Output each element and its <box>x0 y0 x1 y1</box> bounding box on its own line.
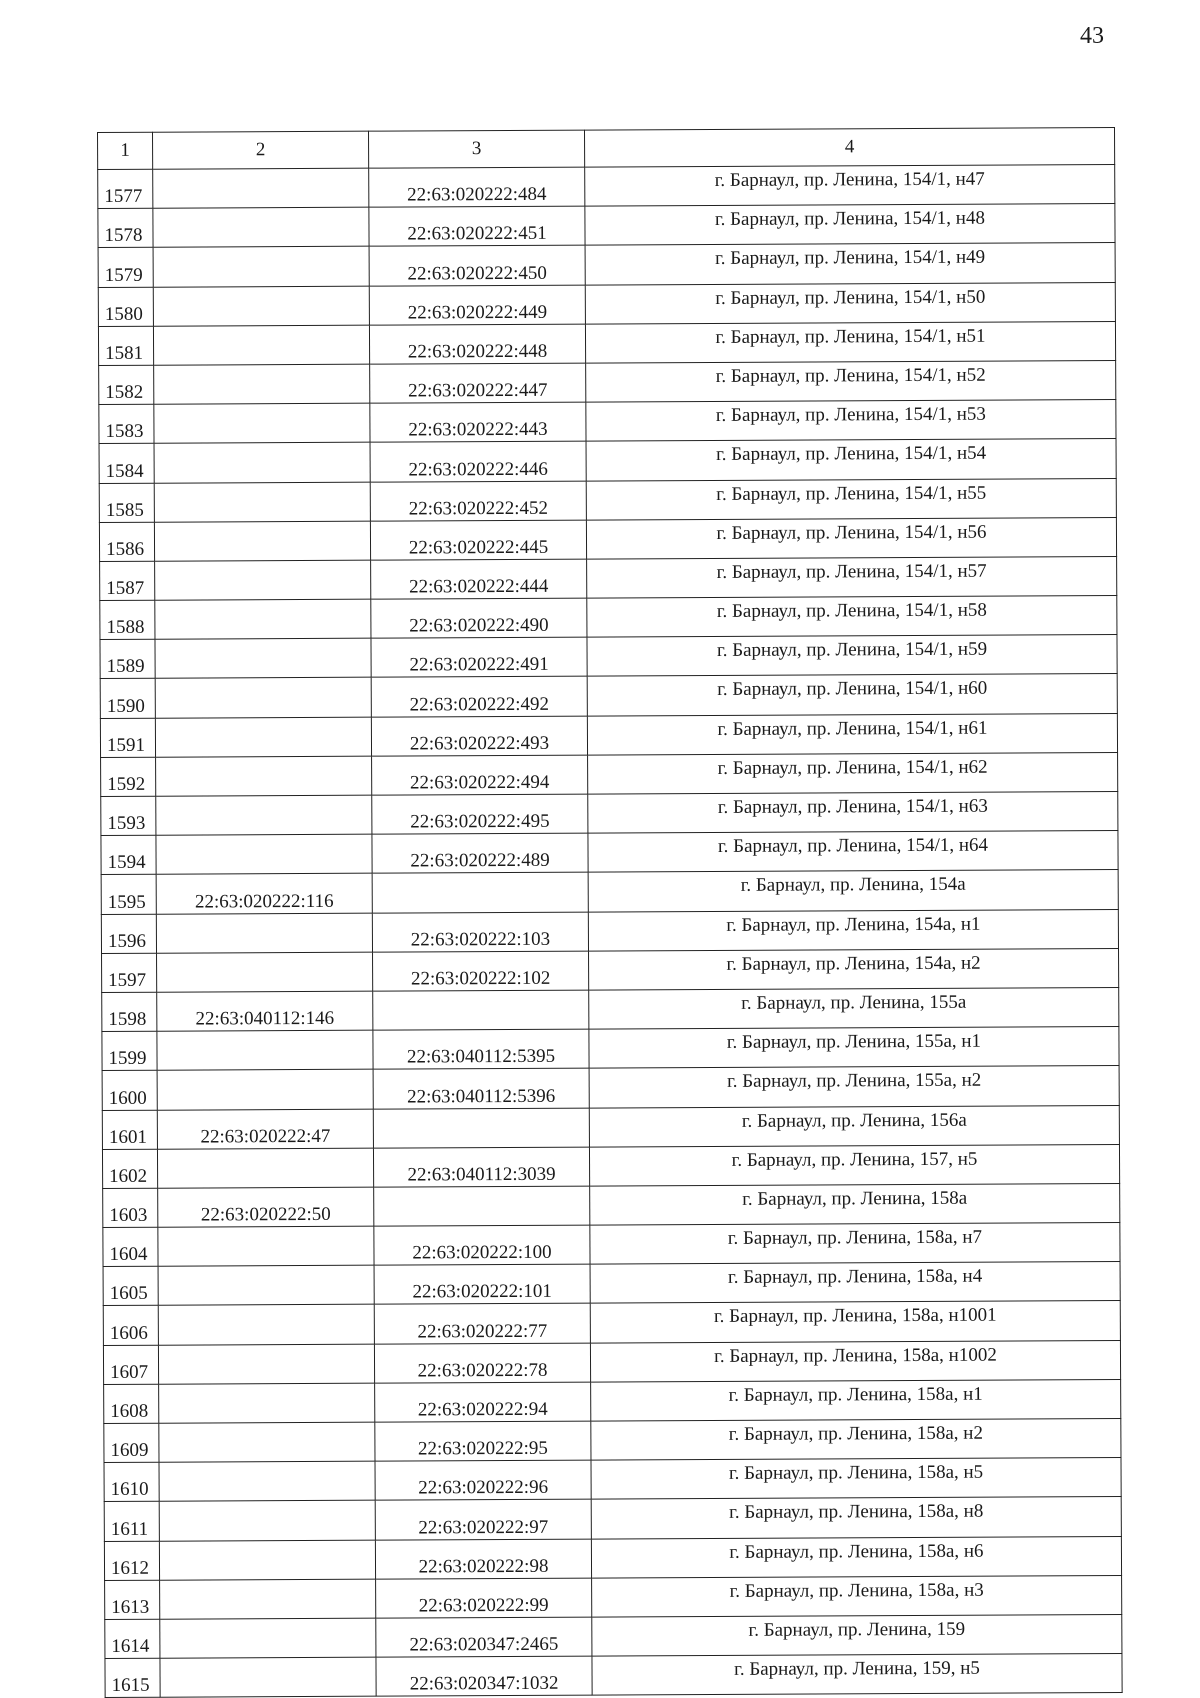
address-cell: г. Барнаул, пр. Ленина, 154/1, н55 <box>586 478 1116 520</box>
address-cell: г. Барнаул, пр. Ленина, 158а, н2 <box>591 1419 1121 1461</box>
address-cell: г. Барнаул, пр. Ленина, 158а, н1001 <box>590 1301 1120 1343</box>
row-number-cell: 1586 <box>99 522 154 561</box>
land-parcel-number-cell <box>158 1305 374 1345</box>
cadastral-number-cell: 22:63:020222:450 <box>369 245 585 285</box>
table-row <box>102 948 1119 992</box>
land-parcel-number-cell <box>158 1226 374 1266</box>
row-number-cell: 1577 <box>98 169 153 208</box>
land-parcel-number-cell <box>154 482 370 522</box>
address-cell: г. Барнаул, пр. Ленина, 158а, н5 <box>591 1458 1121 1500</box>
row-number-cell: 1609 <box>104 1423 159 1462</box>
row-number-cell: 1614 <box>105 1619 160 1658</box>
table-row <box>99 360 1116 404</box>
cadastral-number-cell <box>374 1186 590 1226</box>
cadastral-number-cell: 22:63:020222:444 <box>371 559 587 599</box>
cadastral-number-cell: 22:63:020222:495 <box>372 794 588 834</box>
header-cell-address: 4 <box>584 128 1114 168</box>
row-number-cell: 1598 <box>102 992 157 1031</box>
table-row <box>98 204 1115 248</box>
cadastral-number-cell: 22:63:020222:446 <box>370 441 586 481</box>
land-parcel-number-cell <box>159 1422 375 1462</box>
address-cell: г. Барнаул, пр. Ленина, 157, н5 <box>589 1144 1119 1186</box>
registry-table-body <box>98 128 1123 1698</box>
table-row <box>101 752 1118 796</box>
row-number-cell: 1599 <box>102 1031 157 1070</box>
row-number-cell: 1581 <box>98 326 153 365</box>
land-parcel-number-cell <box>156 795 372 835</box>
table-row <box>99 439 1116 483</box>
cadastral-number-cell: 22:63:020347:2465 <box>376 1617 592 1657</box>
row-number-cell: 1607 <box>103 1345 158 1384</box>
land-parcel-number-cell: 22:63:020222:50 <box>158 1187 374 1227</box>
address-cell: г. Барнаул, пр. Ленина, 154/1, н60 <box>587 674 1117 716</box>
cadastral-number-cell: 22:63:020222:99 <box>376 1578 592 1618</box>
row-number-cell: 1592 <box>101 757 156 796</box>
table-row <box>100 674 1117 718</box>
cadastral-number-cell: 22:63:020222:95 <box>375 1421 591 1461</box>
land-parcel-number-cell <box>158 1265 374 1305</box>
table-row <box>98 282 1115 326</box>
land-parcel-number-cell <box>153 247 369 287</box>
cadastral-number-cell: 22:63:020222:492 <box>371 677 587 717</box>
land-parcel-number-cell <box>154 364 370 404</box>
table-row <box>104 1536 1121 1580</box>
table-row <box>98 321 1115 365</box>
table-row <box>102 987 1119 1031</box>
table-row <box>101 909 1118 953</box>
registry-table-wrapper <box>97 127 1122 1698</box>
address-cell: г. Барнаул, пр. Ленина, 159 <box>592 1614 1122 1656</box>
land-parcel-number-cell <box>159 1383 375 1423</box>
table-row <box>103 1183 1120 1227</box>
cadastral-number-cell: 22:63:020222:96 <box>375 1460 591 1500</box>
address-cell: г. Барнаул, пр. Ленина, 154/1, н51 <box>585 321 1115 363</box>
header-cell-parcel: 2 <box>153 131 369 169</box>
address-cell: г. Барнаул, пр. Ленина, 156а <box>589 1105 1119 1147</box>
row-number-cell: 1600 <box>102 1071 157 1110</box>
table-row <box>98 165 1115 209</box>
land-parcel-number-cell <box>154 403 370 443</box>
table-row <box>100 635 1117 679</box>
land-parcel-number-cell <box>155 560 371 600</box>
land-parcel-number-cell <box>157 952 373 992</box>
land-parcel-number-cell <box>154 521 370 561</box>
cadastral-number-cell: 22:63:020222:98 <box>375 1539 591 1579</box>
row-number-cell: 1582 <box>99 365 154 404</box>
land-parcel-number-cell <box>155 638 371 678</box>
cadastral-number-cell: 22:63:020222:448 <box>369 324 585 364</box>
address-cell: г. Барнаул, пр. Ленина, 158а, н6 <box>591 1536 1121 1578</box>
row-number-cell: 1594 <box>101 835 156 874</box>
address-cell: г. Барнаул, пр. Ленина, 154а, н1 <box>588 909 1118 951</box>
address-cell: г. Барнаул, пр. Ленина, 154/1, н49 <box>585 243 1115 285</box>
address-cell: г. Барнаул, пр. Ленина, 158а, н4 <box>590 1262 1120 1304</box>
land-parcel-number-cell <box>157 1030 373 1070</box>
land-parcel-number-cell <box>154 442 370 482</box>
row-number-cell: 1595 <box>101 875 156 914</box>
land-parcel-number-cell: 22:63:020222:116 <box>156 874 372 914</box>
row-number-cell: 1580 <box>98 287 153 326</box>
land-parcel-number-cell <box>156 913 372 953</box>
cadastral-number-cell: 22:63:040112:5395 <box>373 1029 589 1069</box>
address-cell: г. Барнаул, пр. Ленина, 155а <box>589 987 1119 1029</box>
cadastral-number-cell: 22:63:020222:100 <box>374 1225 590 1265</box>
address-cell: г. Барнаул, пр. Ленина, 158а <box>590 1183 1120 1225</box>
land-parcel-number-cell <box>156 756 372 796</box>
table-row <box>101 831 1118 875</box>
land-parcel-number-cell <box>160 1618 376 1658</box>
cadastral-number-cell: 22:63:020222:77 <box>374 1304 590 1344</box>
row-number-cell: 1610 <box>104 1462 159 1501</box>
address-cell: г. Барнаул, пр. Ленина, 158а, н8 <box>591 1497 1121 1539</box>
land-parcel-number-cell <box>157 1069 373 1109</box>
cadastral-number-cell: 22:63:020222:494 <box>372 755 588 795</box>
cadastral-number-cell: 22:63:020222:489 <box>372 833 588 873</box>
row-number-cell: 1587 <box>100 561 155 600</box>
row-number-cell: 1588 <box>100 600 155 639</box>
cadastral-number-cell <box>373 990 589 1030</box>
address-cell: г. Барнаул, пр. Ленина, 154а, н2 <box>589 948 1119 990</box>
row-number-cell: 1584 <box>99 444 154 483</box>
table-row <box>99 478 1116 522</box>
table-row <box>100 596 1117 640</box>
address-cell: г. Барнаул, пр. Ленина, 158а, н1002 <box>590 1340 1120 1382</box>
cadastral-number-cell: 22:63:020222:484 <box>369 167 585 207</box>
land-parcel-number-cell <box>160 1657 376 1697</box>
table-row <box>102 1066 1119 1110</box>
row-number-cell: 1596 <box>101 914 156 953</box>
address-cell: г. Барнаул, пр. Ленина, 154/1, н54 <box>586 439 1116 481</box>
table-row <box>100 556 1117 600</box>
cadastral-number-cell: 22:63:020222:490 <box>371 598 587 638</box>
table-row <box>103 1340 1120 1384</box>
table-row <box>99 400 1116 444</box>
address-cell: г. Барнаул, пр. Ленина, 154/1, н64 <box>588 831 1118 873</box>
land-parcel-number-cell <box>159 1501 375 1541</box>
cadastral-number-cell: 22:63:020222:102 <box>373 951 589 991</box>
cadastral-number-cell: 22:63:020222:449 <box>369 285 585 325</box>
land-parcel-number-cell <box>153 325 369 365</box>
cadastral-number-cell <box>372 872 588 912</box>
table-row <box>105 1614 1122 1658</box>
address-cell: г. Барнаул, пр. Ленина, 154/1, н59 <box>587 635 1117 677</box>
land-parcel-number-cell <box>156 834 372 874</box>
table-row <box>101 792 1118 836</box>
cadastral-number-cell: 22:63:020222:452 <box>370 481 586 521</box>
row-number-cell: 1583 <box>99 404 154 443</box>
row-number-cell: 1606 <box>103 1306 158 1345</box>
row-number-cell: 1593 <box>101 796 156 835</box>
registry-table <box>97 127 1123 1698</box>
land-parcel-number-cell <box>159 1540 375 1580</box>
address-cell: г. Барнаул, пр. Ленина, 158а, н1 <box>591 1379 1121 1421</box>
cadastral-number-cell: 22:63:020222:78 <box>374 1343 590 1383</box>
table-row <box>104 1497 1121 1541</box>
table-row <box>98 243 1115 287</box>
cadastral-number-cell: 22:63:020222:445 <box>370 520 586 560</box>
land-parcel-number-cell: 22:63:040112:146 <box>157 991 373 1031</box>
table-row <box>102 1027 1119 1071</box>
cadastral-number-cell: 22:63:020222:101 <box>374 1264 590 1304</box>
address-cell: г. Барнаул, пр. Ленина, 154/1, н53 <box>586 400 1116 442</box>
table-row <box>105 1575 1122 1619</box>
address-cell: г. Барнаул, пр. Ленина, 154/1, н58 <box>587 596 1117 638</box>
table-row <box>103 1301 1120 1345</box>
table-row <box>103 1262 1120 1306</box>
row-number-cell: 1615 <box>105 1658 160 1697</box>
address-cell: г. Барнаул, пр. Ленина, 154а <box>588 870 1118 912</box>
address-cell: г. Барнаул, пр. Ленина, 158а, н7 <box>590 1223 1120 1265</box>
address-cell: г. Барнаул, пр. Ленина, 154/1, н61 <box>587 713 1117 755</box>
row-number-cell: 1585 <box>99 483 154 522</box>
cadastral-number-cell: 22:63:020222:451 <box>369 206 585 246</box>
row-number-cell: 1602 <box>102 1149 157 1188</box>
cadastral-number-cell <box>373 1108 589 1148</box>
address-cell: г. Барнаул, пр. Ленина, 154/1, н48 <box>585 204 1115 246</box>
cadastral-number-cell: 22:63:020222:97 <box>375 1499 591 1539</box>
table-row <box>104 1379 1121 1423</box>
cadastral-number-cell: 22:63:020222:103 <box>372 912 588 952</box>
table-row <box>100 713 1117 757</box>
address-cell: г. Барнаул, пр. Ленина, 155а, н1 <box>589 1027 1119 1069</box>
row-number-cell: 1601 <box>102 1110 157 1149</box>
row-number-cell: 1579 <box>98 248 153 287</box>
table-row <box>102 1144 1119 1188</box>
address-cell: г. Барнаул, пр. Ленина, 154/1, н50 <box>585 282 1115 324</box>
table-row <box>99 517 1116 561</box>
table-row <box>105 1654 1122 1698</box>
address-cell: г. Барнаул, пр. Ленина, 154/1, н57 <box>587 556 1117 598</box>
land-parcel-number-cell <box>160 1579 376 1619</box>
table-row <box>101 870 1118 914</box>
land-parcel-number-cell <box>157 1148 373 1188</box>
land-parcel-number-cell <box>153 286 369 326</box>
cadastral-number-cell: 22:63:020222:443 <box>370 402 586 442</box>
land-parcel-number-cell <box>155 599 371 639</box>
page-number: 43 <box>1080 23 1104 49</box>
land-parcel-number-cell: 22:63:020222:47 <box>157 1109 373 1149</box>
land-parcel-number-cell <box>153 168 369 208</box>
address-cell: г. Барнаул, пр. Ленина, 154/1, н47 <box>585 165 1115 207</box>
land-parcel-number-cell <box>159 1461 375 1501</box>
address-cell: г. Барнаул, пр. Ленина, 154/1, н63 <box>588 792 1118 834</box>
address-cell: г. Барнаул, пр. Ленина, 158а, н3 <box>592 1575 1122 1617</box>
row-number-cell: 1608 <box>104 1384 159 1423</box>
row-number-cell: 1605 <box>103 1266 158 1305</box>
row-number-cell: 1612 <box>104 1541 159 1580</box>
cadastral-number-cell: 22:63:020222:491 <box>371 637 587 677</box>
row-number-cell: 1613 <box>105 1580 160 1619</box>
table-row <box>104 1419 1121 1463</box>
address-cell: г. Барнаул, пр. Ленина, 154/1, н62 <box>588 752 1118 794</box>
table-row <box>103 1223 1120 1267</box>
cadastral-number-cell: 22:63:020347:1032 <box>376 1656 592 1696</box>
row-number-cell: 1591 <box>100 718 155 757</box>
table-row <box>104 1458 1121 1502</box>
table-header-row <box>98 128 1115 170</box>
land-parcel-number-cell <box>153 207 369 247</box>
header-cell-cadastral: 3 <box>368 130 584 168</box>
table-row <box>102 1105 1119 1149</box>
land-parcel-number-cell <box>155 678 371 718</box>
land-parcel-number-cell <box>158 1344 374 1384</box>
row-number-cell: 1603 <box>103 1188 158 1227</box>
header-cell-number: 1 <box>98 132 153 169</box>
cadastral-number-cell: 22:63:040112:3039 <box>373 1147 589 1187</box>
address-cell: г. Барнаул, пр. Ленина, 154/1, н56 <box>586 517 1116 559</box>
row-number-cell: 1597 <box>102 953 157 992</box>
address-cell: г. Барнаул, пр. Ленина, 154/1, н52 <box>586 360 1116 402</box>
address-cell: г. Барнаул, пр. Ленина, 155а, н2 <box>589 1066 1119 1108</box>
row-number-cell: 1590 <box>100 679 155 718</box>
cadastral-number-cell: 22:63:040112:5396 <box>373 1068 589 1108</box>
row-number-cell: 1611 <box>104 1502 159 1541</box>
cadastral-number-cell: 22:63:020222:94 <box>375 1382 591 1422</box>
cadastral-number-cell: 22:63:020222:493 <box>371 716 587 756</box>
row-number-cell: 1589 <box>100 639 155 678</box>
land-parcel-number-cell <box>155 717 371 757</box>
address-cell: г. Барнаул, пр. Ленина, 159, н5 <box>592 1654 1122 1696</box>
row-number-cell: 1604 <box>103 1227 158 1266</box>
row-number-cell: 1578 <box>98 208 153 247</box>
cadastral-number-cell: 22:63:020222:447 <box>370 363 586 403</box>
